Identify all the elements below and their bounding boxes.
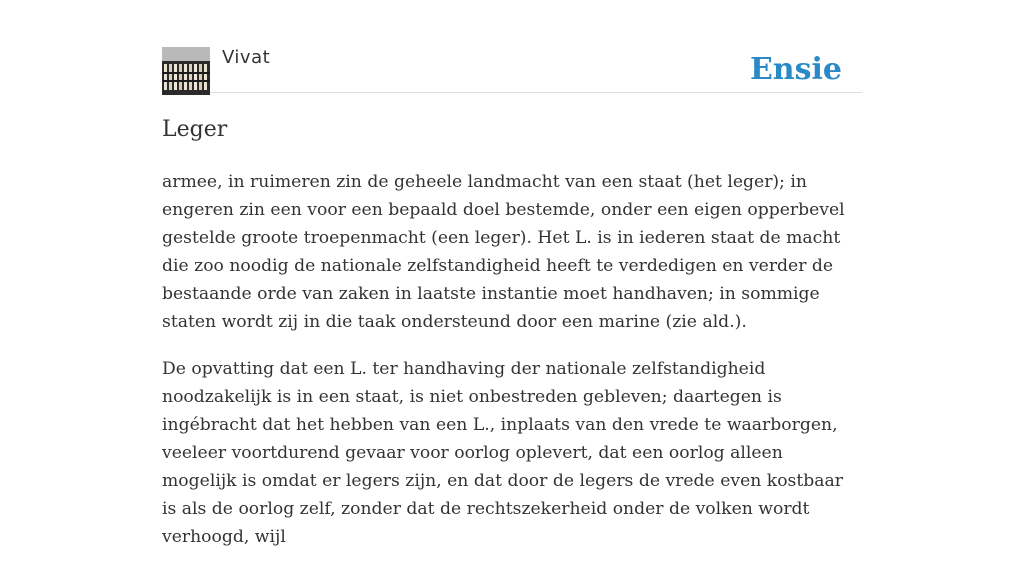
author-avatar[interactable] <box>162 47 210 95</box>
article-page <box>162 0 862 547</box>
paragraph: De opvatting dat een L. ter handhaving der nationale zelfstandigheid noodzakelijk is in een staat, is niet onbestreden gebleven; daartegen is ingébracht dat het hebben van een L., inplaats van den vrede te waarborgen, veeleer voortdurend gevaar voor oorlog oplevert, dat een oorlog alleen mogelijk is omdat er legers zijn, en dat door de legers de vrede even kostbaar is als de oorlog zelf, zonder dat de rechtszekerheid onder de volken wordt verhoogd, wijl <box>162 359 843 547</box>
author-name[interactable]: Vivat <box>222 47 271 68</box>
article-title: Leger <box>162 117 228 142</box>
article-header <box>162 46 862 93</box>
book-spines-icon <box>162 47 210 95</box>
paragraph: armee, in ruimeren zin de geheele landmacht van een staat (het leger); in engeren zin een voor een bepaald doel bestemde, onder een eigen opperbevel gestelde groote troepenmacht (een leger). Het L. is in iederen staat de macht die zoo noodig de nationale zelfstandigheid heeft te verdedigen en verder de bestaande orde van zaken in laatste instantie moet handhaven; in sommige staten wordt zij in die taak ondersteund door een marine (zie ald.). <box>162 172 845 332</box>
brand-logo[interactable]: Ensie <box>749 52 842 87</box>
article-body <box>162 168 862 570</box>
